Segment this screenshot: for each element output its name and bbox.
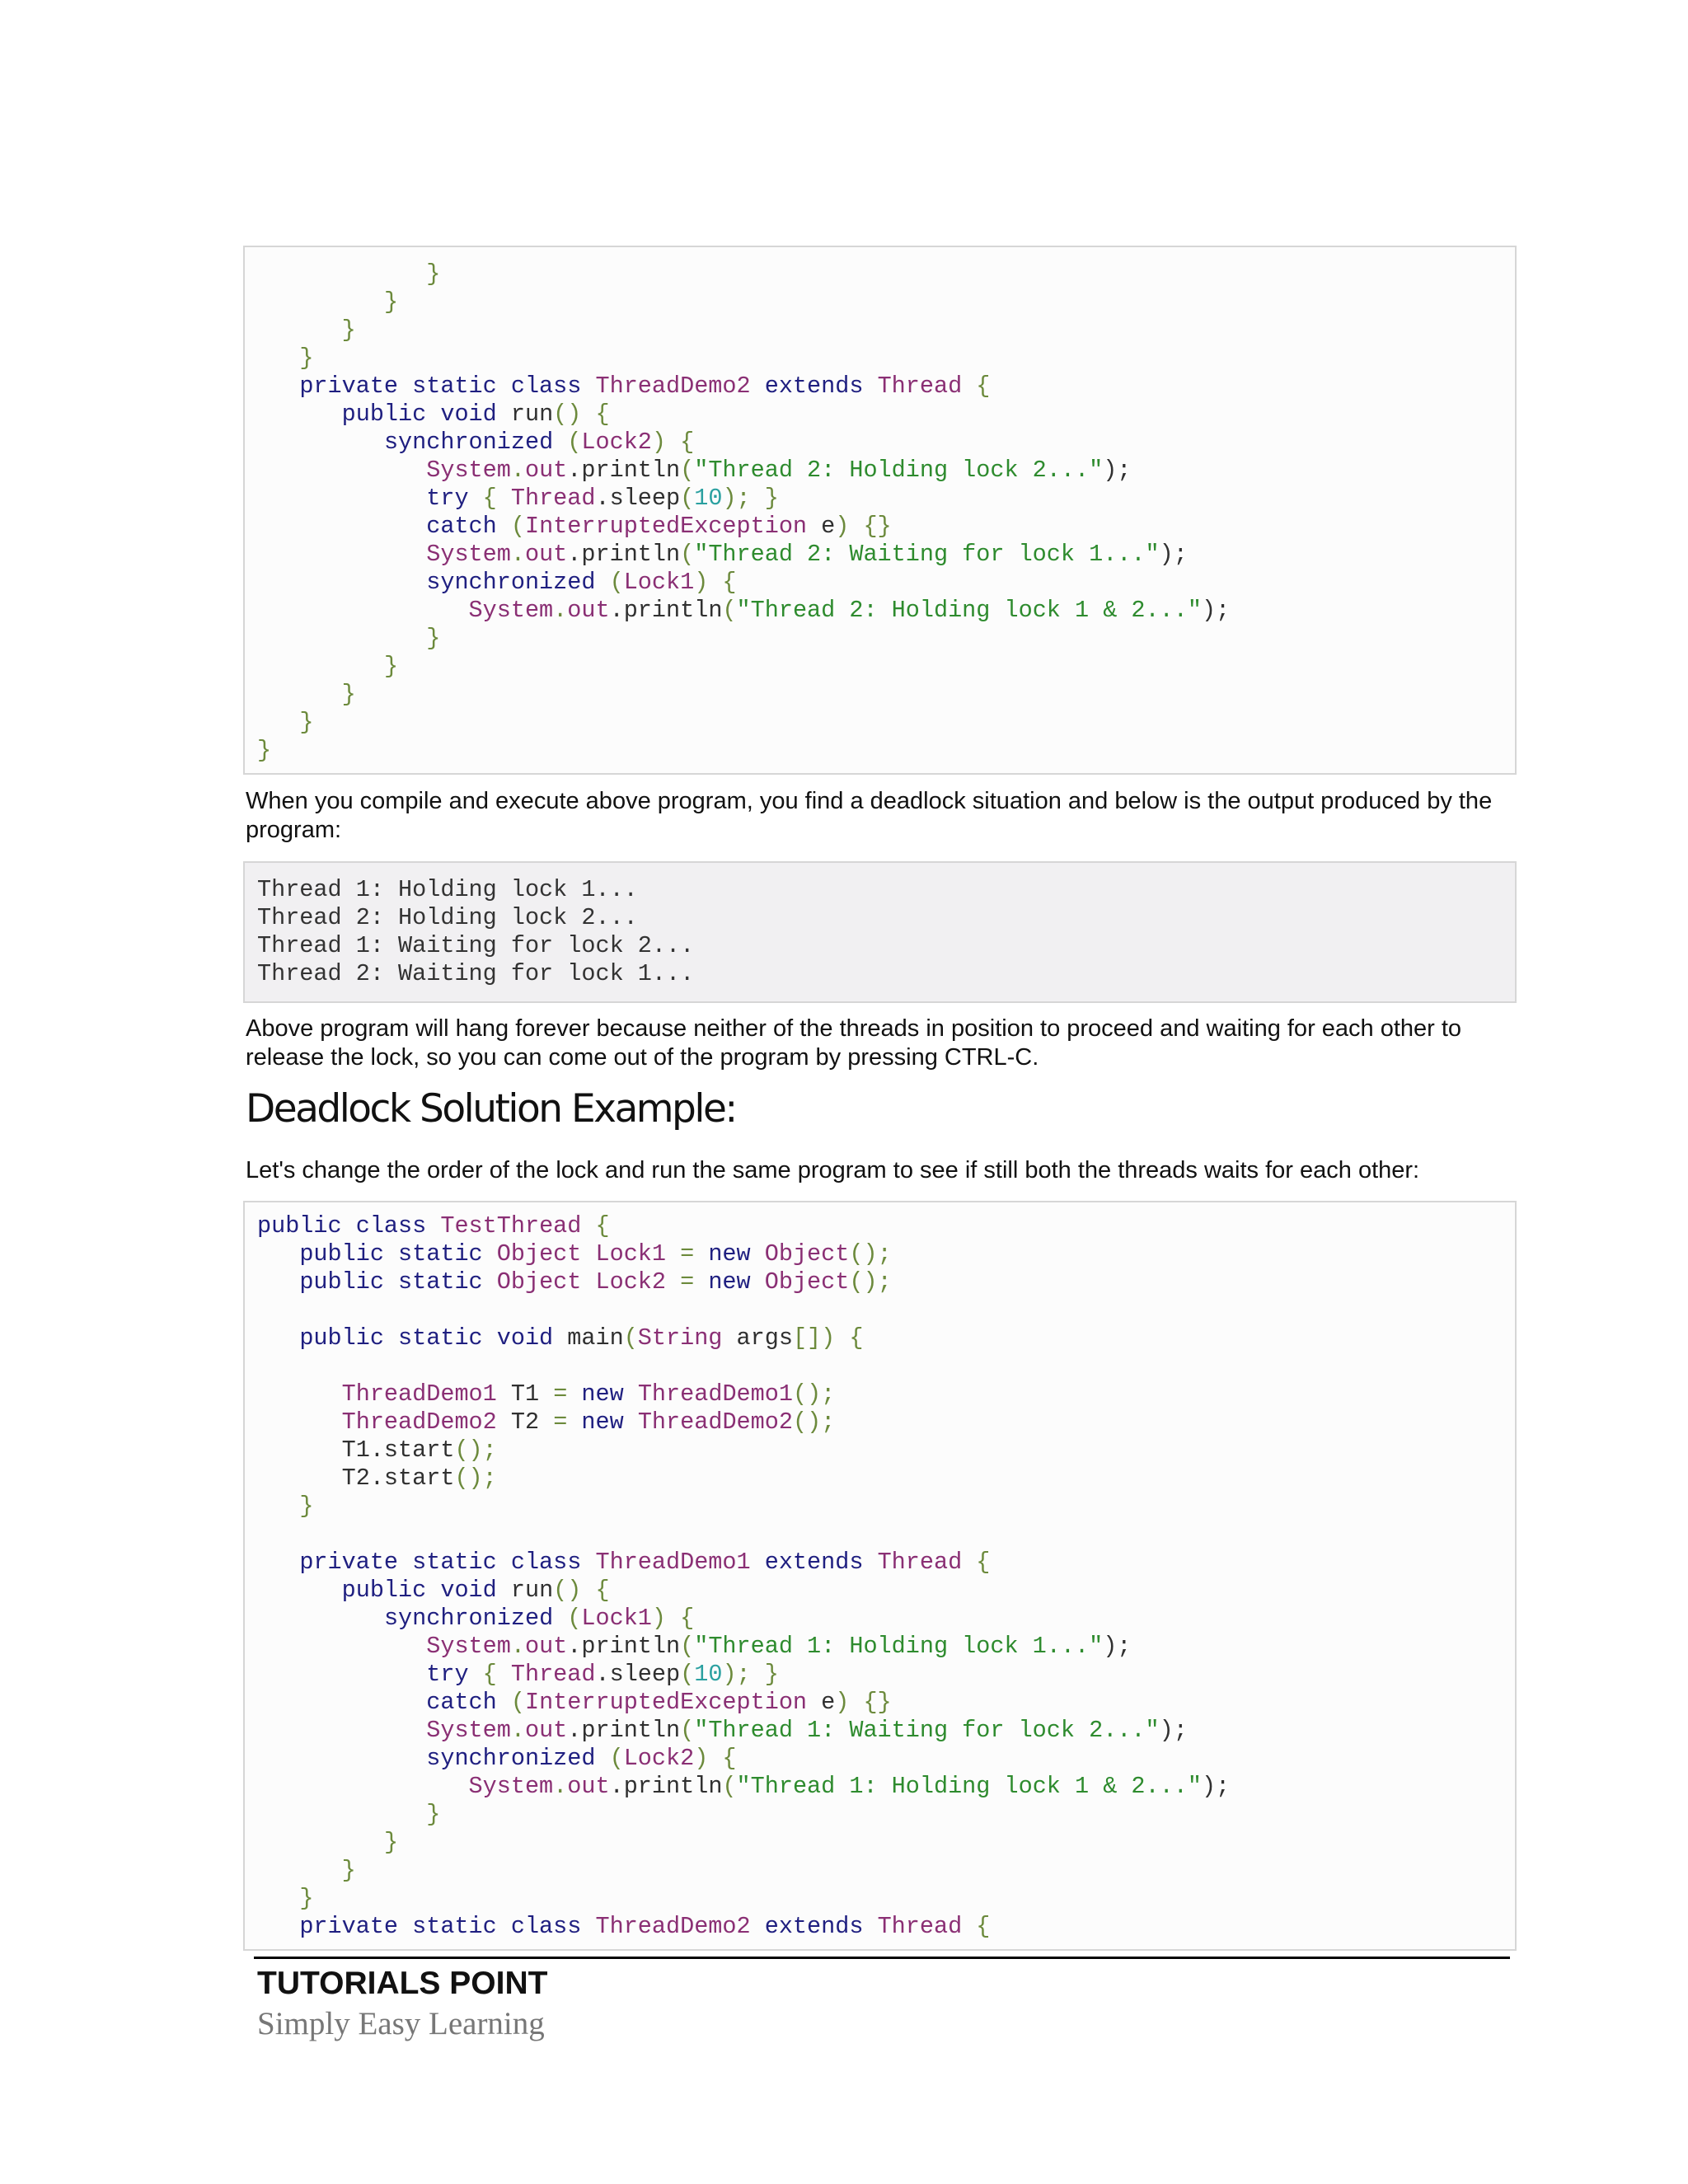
code-token: } [383,1829,399,1856]
code-token: TestThread [440,1212,582,1240]
code-token: ) {} [835,1689,892,1716]
code-token [257,1577,342,1604]
code-token [257,288,384,316]
code-token: catch [426,1689,511,1716]
code-token [257,260,426,288]
code-token: . [510,457,525,484]
code-listing [245,260,1515,765]
code-token: Object [764,1240,850,1268]
code-token: e [807,513,836,540]
code-token: . [553,1773,568,1800]
code-token [581,1240,595,1268]
code-token [257,1773,469,1800]
code-line [257,681,1515,709]
code-line [257,1633,1515,1661]
code-token: "Thread 1: Waiting for lock 2..." [694,1717,1160,1744]
paragraph-change-order: Let's change the order of the lock and run the same program to see if still both the threads waits for each other: [246,1157,1420,1183]
code-line [257,541,1515,569]
code-token: ); [1201,597,1231,624]
code-token: (); [454,1465,497,1492]
code-token: catch [426,513,511,540]
code-token [257,1801,426,1828]
code-token: .println [609,1773,723,1800]
code-token: { [962,1913,991,1940]
code-token: Object [496,1268,582,1296]
code-token: .sleep [595,485,681,512]
code-token: Lock2 [581,429,652,456]
code-token: ) {} [835,513,892,540]
code-token: public void [341,401,511,428]
code-token: ( [567,429,582,456]
code-token: System [426,541,511,568]
code-token: ( [510,1689,525,1716]
code-token [257,457,426,484]
code-line [257,625,1515,653]
code-token: ) { [651,1605,695,1632]
code-token: { [482,1661,511,1688]
code-token: } [299,1885,314,1912]
code-token: ) { [694,569,737,596]
code-line [257,1773,1515,1801]
code-token: ThreadDemo2 [341,1408,497,1436]
code-token: 10 [694,485,723,512]
code-token: ); } [722,1661,779,1688]
code-token [257,1913,299,1940]
output-line: Thread 2: Holding lock 2... [257,904,638,931]
code-token: ( [680,485,695,512]
code-token: ) { [694,1745,737,1772]
code-token: { [581,1212,610,1240]
code-token: ( [722,597,737,624]
code-line [257,1549,1515,1577]
code-line [257,513,1515,541]
code-token: ( [680,1661,695,1688]
code-token: e [807,1689,836,1716]
code-token: "Thread 2: Holding lock 1 & 2..." [736,597,1202,624]
code-token [257,1633,426,1660]
code-line [257,1436,1515,1465]
code-token: ThreadDemo2 [595,1913,751,1940]
code-token: ( [567,1605,582,1632]
code-line [257,457,1515,485]
code-token: } [383,653,399,680]
code-token: ); [1103,1633,1132,1660]
code-token: () { [553,1577,610,1604]
code-token: "Thread 1: Holding lock 1..." [694,1633,1104,1660]
code-token: public void [341,1577,511,1604]
code-token: Thread [877,373,963,400]
code-line [257,1324,1515,1352]
code-token: . [510,1633,525,1660]
code-line [257,1212,1515,1240]
code-token [257,709,299,736]
code-token: ( [609,1745,624,1772]
code-token: []) { [792,1324,864,1352]
output-line: Thread 1: Waiting for lock 2... [257,932,695,959]
code-token: . [553,597,568,624]
code-line [257,1296,1515,1324]
code-token: extends [750,1549,878,1576]
code-token: InterruptedException [524,513,808,540]
code-token: ThreadDemo1 [637,1380,793,1408]
code-line [257,1913,1515,1941]
code-token: Thread [877,1913,963,1940]
code-token: Lock1 [595,1240,667,1268]
code-token [257,1493,299,1520]
code-token [257,541,426,568]
code-line [257,1745,1515,1773]
code-token [257,1408,342,1436]
code-token: out [524,1717,568,1744]
code-token: ThreadDemo2 [637,1408,793,1436]
code-token: ) { [651,429,695,456]
output-listing [245,876,1515,988]
code-token: ( [623,1324,638,1352]
code-token: try [426,1661,483,1688]
code-token [257,316,342,344]
code-token: run [510,401,554,428]
code-token: ( [680,457,695,484]
code-block-test-thread [243,1201,1517,1951]
code-token: = [666,1240,709,1268]
code-line [257,1577,1515,1605]
code-token: new [708,1240,765,1268]
code-token: { [962,1549,991,1576]
output-line: Thread 1: Holding lock 1... [257,876,638,903]
code-token: ( [609,569,624,596]
code-token: ( [722,1773,737,1800]
code-token: ); } [722,485,779,512]
code-token: Lock2 [595,1268,667,1296]
section-heading: Deadlock Solution Example: [246,1086,736,1132]
code-token [257,344,299,372]
code-line [257,597,1515,625]
code-line [257,569,1515,597]
code-token: (); [849,1268,892,1296]
paragraph-hang-explanation: Above program will hang forever because neither of the threads in position to proceed and waiting for each other to release the lock, so you can come out of the program by pressing CTRL-C. [246,1015,1462,1071]
code-line [257,485,1515,513]
code-line [257,316,1515,344]
code-token: } [383,288,399,316]
code-token: } [299,344,314,372]
code-token: public class [257,1212,441,1240]
code-token [257,1605,384,1632]
code-token: System [426,1633,511,1660]
code-token: "Thread 2: Waiting for lock 1..." [694,541,1160,568]
code-line [257,1380,1515,1408]
code-token: (); [792,1380,836,1408]
code-token [257,1829,384,1856]
code-token: . [510,1717,525,1744]
code-token: ); [1159,541,1188,568]
code-token: System [426,1717,511,1744]
code-token: extends [750,1913,878,1940]
output-block [243,861,1517,1003]
code-token: Object [496,1240,582,1268]
code-token: Thread [877,1549,963,1576]
code-line [257,1521,1515,1549]
code-line [257,429,1515,457]
code-token: ( [680,1717,695,1744]
code-token: public static [299,1240,497,1268]
code-token: public static void [299,1324,568,1352]
code-token [257,1380,342,1408]
code-token: 10 [694,1661,723,1688]
code-token: { [962,373,991,400]
code-token: new [708,1268,765,1296]
code-token: } [341,316,356,344]
code-token: (); [849,1240,892,1268]
code-token: = [553,1380,582,1408]
code-token [257,1324,299,1352]
code-token: out [567,597,610,624]
code-token: } [426,625,441,652]
code-token: out [524,1633,568,1660]
code-token: Thread [510,1661,596,1688]
code-token [257,429,384,456]
code-token: = [666,1268,709,1296]
code-token: System [468,597,554,624]
code-token [257,1661,426,1688]
code-token [257,1857,342,1884]
code-token: out [524,457,568,484]
code-token: = [553,1408,582,1436]
code-line [257,709,1515,737]
code-token: private static class [299,373,596,400]
code-token: .sleep [595,1661,681,1688]
code-line [257,260,1515,288]
code-token: args [722,1324,793,1352]
code-token: main [567,1324,624,1352]
code-token: String [637,1324,723,1352]
code-line [257,1605,1515,1633]
footer-tagline: Simply Easy Learning [257,2006,545,2041]
code-token: private static class [299,1913,596,1940]
code-line [257,401,1515,429]
code-token: "Thread 2: Holding lock 2..." [694,457,1104,484]
code-token: (); [454,1436,497,1464]
code-line [257,653,1515,681]
code-token: } [257,737,272,764]
code-line [257,1408,1515,1436]
code-token [257,1240,299,1268]
code-line [257,1857,1515,1885]
code-token [257,1268,299,1296]
code-token [257,1745,426,1772]
code-token: ( [680,1633,695,1660]
code-token: private static class [299,1549,596,1576]
code-token: ); [1159,1717,1188,1744]
code-token: System [468,1773,554,1800]
code-line [257,1493,1515,1521]
code-line [257,1801,1515,1829]
code-line [257,1465,1515,1493]
code-token: (); [792,1408,836,1436]
code-token: } [341,681,356,708]
code-token: } [426,260,441,288]
code-block-thread-demo2 [243,246,1517,775]
code-line [257,1717,1515,1745]
code-token [257,1549,299,1576]
code-token: T1.start [257,1436,455,1464]
code-token: T1 [496,1380,554,1408]
code-token: extends [750,373,878,400]
code-token: System [426,457,511,484]
code-line [257,1268,1515,1296]
code-token: try [426,485,483,512]
code-token [257,625,426,652]
code-token: ); [1103,457,1132,484]
code-line [257,1829,1515,1857]
code-token: Lock1 [581,1605,652,1632]
output-line: Thread 2: Waiting for lock 1... [257,960,695,987]
code-token: ); [1201,1773,1231,1800]
code-token [257,597,469,624]
code-line [257,1661,1515,1689]
code-line [257,288,1515,316]
code-token: .println [567,1633,681,1660]
footer-divider [254,1957,1510,1959]
code-token [257,681,342,708]
code-token: synchronized [383,1605,568,1632]
code-token: } [426,1801,441,1828]
code-token: out [524,541,568,568]
code-token: { [482,485,511,512]
code-line [257,1885,1515,1913]
code-token [257,1717,426,1744]
code-token: .println [567,1717,681,1744]
code-line [257,1352,1515,1380]
code-token: ( [680,541,695,568]
footer-brand: TUTORIALS POINT [257,1966,548,2001]
code-token: synchronized [426,569,610,596]
code-token [257,513,426,540]
code-line [257,1689,1515,1717]
code-token [257,1885,299,1912]
code-token: synchronized [426,1745,610,1772]
code-token [257,373,299,400]
code-token [257,1689,426,1716]
code-token: synchronized [383,429,568,456]
code-line [257,373,1515,401]
code-token: ThreadDemo1 [341,1380,497,1408]
code-token: public static [299,1268,497,1296]
code-token [257,569,426,596]
code-token: . [510,541,525,568]
code-token: Thread [510,485,596,512]
code-token: run [510,1577,554,1604]
code-token: } [341,1857,356,1884]
code-token: T2 [496,1408,554,1436]
code-token [581,1268,595,1296]
code-line [257,344,1515,373]
code-token: () { [553,401,610,428]
code-token: new [581,1408,638,1436]
paragraph-compile-output: When you compile and execute above program, you find a deadlock situation and below is the output produced by the program: [246,788,1493,843]
code-token: Object [764,1268,850,1296]
code-token: ( [510,513,525,540]
code-token: Lock2 [623,1745,695,1772]
code-token: T2.start [257,1465,455,1492]
code-token: .println [567,457,681,484]
code-token: ThreadDemo1 [595,1549,751,1576]
code-token: Lock1 [623,569,695,596]
code-line [257,737,1515,765]
code-token: InterruptedException [524,1689,808,1716]
code-token: out [567,1773,610,1800]
code-token: } [299,709,314,736]
code-token: ThreadDemo2 [595,373,751,400]
code-token: .println [567,541,681,568]
code-line [257,1240,1515,1268]
code-token: .println [609,597,723,624]
code-token [257,485,426,512]
code-listing [245,1212,1515,1941]
code-token [257,653,384,680]
code-token: "Thread 1: Holding lock 1 & 2..." [736,1773,1202,1800]
code-token: new [581,1380,638,1408]
code-token: } [299,1493,314,1520]
code-token [257,401,342,428]
